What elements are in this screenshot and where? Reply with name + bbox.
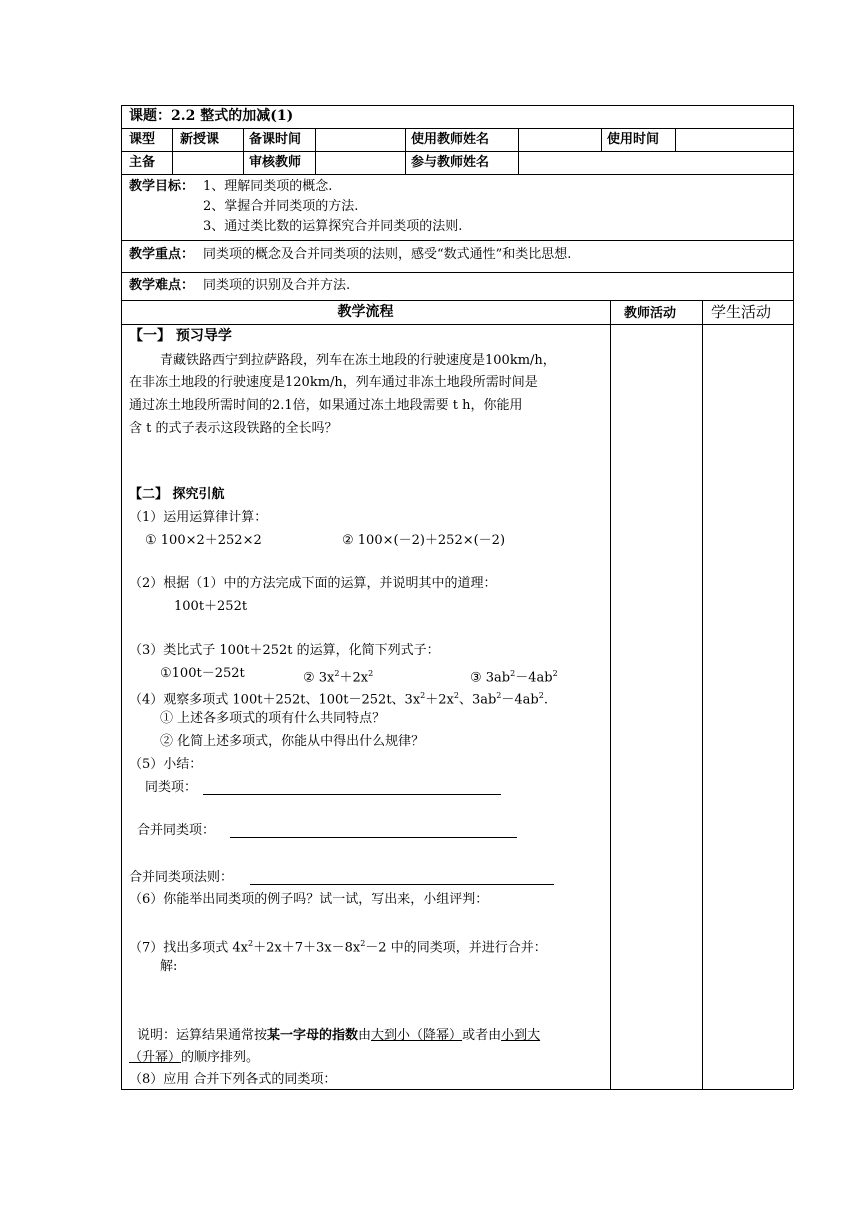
goal-item: 2、掌握合并同类项的方法. [203,199,359,214]
section-heading: 【二】 探究引航 [129,487,225,502]
answer-blank[interactable] [230,837,517,838]
question: （5）小结： [129,757,203,772]
summary-label: 合并同类项法则： [129,870,234,885]
table-border [121,105,793,106]
paragraph-line: 含 t 的式子表示这段铁路的全长吗？ [129,421,338,436]
table-rule [121,128,793,129]
cell-use-time-label: 使用时间 [607,132,660,147]
question: （7）找出多项式 $4x^2+2x+7+3x-8x^2-2$ 中的同类项，并进行合并： [129,939,547,956]
goal-item: 3、通过类比数的运算探究合并同类项的法则. [203,219,463,234]
answer-blank[interactable] [203,794,501,795]
difficulty-label: 教学难点： [129,278,195,293]
key-points-label: 教学重点： [129,247,195,262]
table-border [121,1089,793,1090]
table-rule [610,300,611,1089]
difficulty-text: 同类项的识别及合并方法. [203,278,351,293]
table-rule [172,128,173,174]
table-border [121,105,122,1089]
note: 说明：运算结果通常按某一字母的指数由大到小（降幂）或者由小到大 [137,1028,541,1043]
table-rule [243,128,244,174]
key-points-text: 同类项的概念及合并同类项的法则，感受“数式通性”和类比思想. [203,247,572,262]
column-flow: 教学流程 [337,304,394,320]
table-rule [121,324,793,325]
question: （2）根据（1）中的方法完成下面的运算，并说明其中的道理： [129,576,497,591]
answer-blank[interactable] [250,884,554,885]
summary-label: 合并同类项： [137,823,216,838]
solution-label: 解: [160,959,178,974]
sub-question: ② 化简上述多项式，你能从中得出什么规律？ [160,734,425,749]
cell-participant-label: 参与教师姓名 [411,155,490,170]
goals-label: 教学目标： [129,179,195,194]
question: （6）你能举出同类项的例子吗？试一试，写出来，小组评判： [129,892,489,907]
question: （4）观察多项式 100t＋252t、100t－252t、$3x^2+2x^2$、$3ab^2-4ab^2$. [129,691,548,708]
expression: ① 100×2＋252×2 [145,533,262,548]
expression: 100t＋252t [174,599,248,614]
cell-teacher-name-label: 使用教师姓名 [411,132,490,147]
expression: ② $3x^2+2x^2$ [303,669,374,686]
table-rule [601,128,602,151]
paragraph-line: 通过冻土地段所需时间的2.1倍，如果通过冻土地段需要 t h，你能用 [129,398,523,413]
table-rule [121,240,793,241]
lesson-title: 课题：2.2 整式的加减(1) [129,108,294,124]
column-teacher: 教师活动 [624,306,677,321]
paragraph-line: 在非冻土地段的行驶速度是120km/h，列车通过非冻土地段所需时间是 [129,375,538,390]
question: （3）类比式子 100t＋252t 的运算，化简下列式子： [129,643,440,658]
goal-item: 1、理解同类项的概念. [203,179,333,194]
table-rule [702,300,703,1089]
expression: ② 100×(－2)＋252×(－2) [342,533,506,548]
cell-lead-label: 主备 [129,155,156,170]
summary-label: 同类项： [145,780,198,795]
expression: ③ $3ab^2-4ab^2$ [470,669,558,686]
section-heading: 【一】 预习导学 [129,328,232,344]
table-rule [121,151,793,152]
cell-lesson-type: 新授课 [180,132,220,147]
table-rule [675,128,676,151]
table-rule [315,128,316,174]
paragraph-line: 青藏铁路西宁到拉萨路段，列车在冻土地段的行驶速度是100km/h， [160,353,556,368]
cell-prep-time-label: 备课时间 [249,132,302,147]
table-rule [121,300,793,301]
sub-question: ① 上述各多项式的项有什么共同特点？ [160,711,386,726]
cell-reviewer-label: 审核教师 [249,155,302,170]
table-rule [121,272,793,273]
table-border [793,105,794,1089]
note: （升幂）的顺序排列。 [129,1050,260,1065]
cell-lesson-type-label: 课型 [129,132,156,147]
table-rule [405,128,406,174]
question: （8）应用 合并下列各式的同类项： [129,1072,337,1087]
question: （1）运用运算律计算： [129,510,268,525]
expression: ①100t－252t [160,666,245,681]
column-student: 学生活动 [711,303,772,321]
table-rule [518,128,519,174]
table-rule [121,174,793,175]
